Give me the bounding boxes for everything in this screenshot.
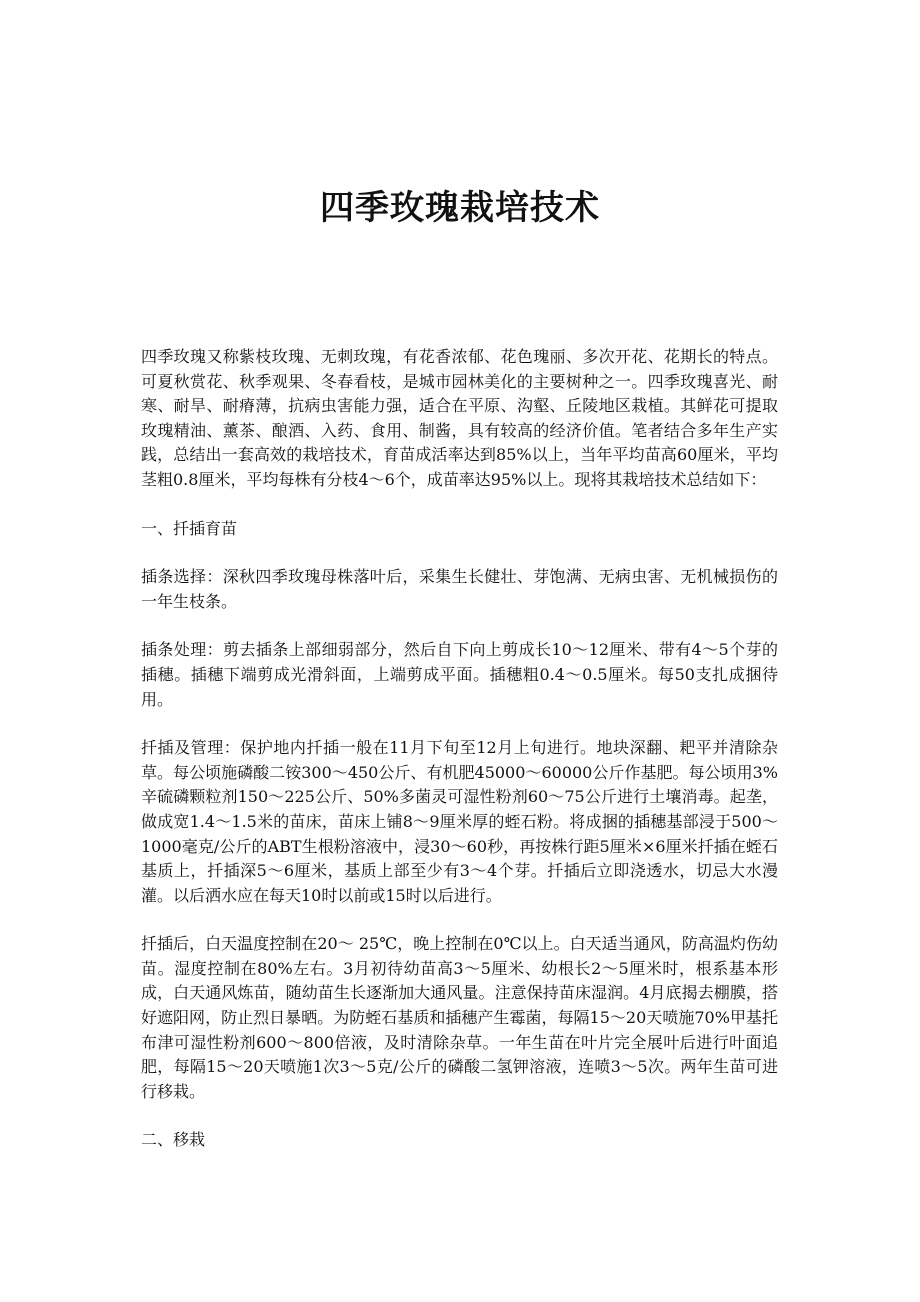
paragraph-cutting-treatment: 插条处理：剪去插条上部细弱部分，然后自下向上剪成长10～12厘米、带有4～5个芽的插穗。插穗下端剪成光滑斜面，上端剪成平面。插穗粗0.4～0.5厘米。每50支扎成捆待用。 (141, 640, 778, 709)
intro-paragraph: 四季玫瑰又称紫枝玫瑰、无刺玫瑰，有花香浓郁、花色瑰丽、多次开花、花期长的特点。可夏秋赏花、秋季观果、冬春看枝，是城市园林美化的主要树种之一。四季玫瑰喜光、耐寒、耐旱、耐瘠薄，抗病虫害能力强，适合在平原、沟壑、丘陵地区栽植。其鲜花可提取玫瑰精油、薰茶、酿酒、入药、食用、制酱，具有较高的经济价值。笔者结合多年生产实践，总结出一套高效的栽培技术，育苗成活率达到85%以上，当年平均苗高60厘米，平均茎粗0.8厘米，平均每株有分枝4～6个，成苗率达95%以上。现将其栽培技术总结如下： (141, 347, 778, 489)
page-title: 四季玫瑰栽培技术 (320, 188, 600, 228)
paragraph-planting-management: 扦插及管理：保护地内扦插一般在11月下旬至12月上旬进行。地块深翻、耙平并清除杂草。每公顷施磷酸二铵300～450公斤、有机肥45000～60000公斤作基肥。每公顷用3%辛硫磷颗粒剂150～225公斤、50%多菌灵可湿性粉剂60～75公斤进行土壤消毒。起垄，做成宽1.4～1.5米的苗床，苗床上铺8～9厘米厚的蛭石粉。将成捆的插穗基部浸于500～1000毫克/公斤的ABT生根粉溶液中，浸30～60秒，再按株行距5厘米×6厘米扦插在蛭石基质上，扦插深5～6厘米，基质上部至少有3～4个芽。扦插后立即浇透水，切忌大水漫灌。以后洒水应在每天10时以前或15时以后进行。 (141, 738, 778, 905)
paragraph-cutting-selection: 插条选择：深秋四季玫瑰母株落叶后，采集生长健壮、芽饱满、无病虫害、无机械损伤的一年生枝条。 (141, 567, 778, 611)
document-body (141, 345, 778, 1177)
section-heading-cutting-propagation: 一、扦插育苗 (141, 518, 238, 538)
section-heading-transplanting: 二、移栽 (141, 1130, 206, 1150)
paragraph-post-planting-care: 扦插后，白天温度控制在20～ 25℃，晚上控制在0℃以上。白天适当通风，防高温灼伤幼苗。湿度控制在80%左右。3月初待幼苗高3～5厘米、幼根长2～5厘米时，根系基本形成，白天通风炼苗，随幼苗生长逐渐加大通风量。注意保持苗床湿润。4月底揭去棚膜，搭好遮阳网，防止烈日暴晒。为防蛭石基质和插穗产生霉菌，每隔15～20天喷施70%甲基托布津可湿性粉剂600～800倍液，及时清除杂草。一年生苗在叶片完全展叶后进行叶面追肥，每隔15～20天喷施1次3～5克/公斤的磷酸二氢钾溶液，连喷3～5次。两年生苗可进行移栽。 (141, 934, 778, 1101)
